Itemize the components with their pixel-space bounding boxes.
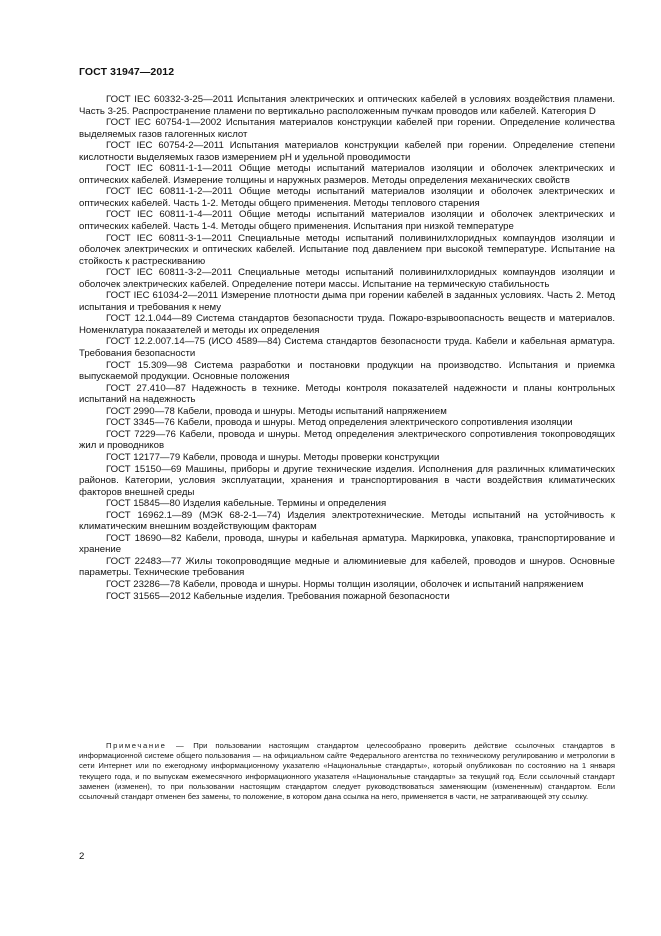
reference-item: ГОСТ 12177—79 Кабели, провода и шнуры. Методы проверки конструкции <box>106 451 440 463</box>
reference-item: ГОСТ 16962.1—89 (МЭК 68-2-1—74) Изделия электротехнические. Методы испытаний на устойчивость к климатическим внешним воздействующим факторам <box>79 509 615 533</box>
page-number: 2 <box>79 851 85 862</box>
reference-item: ГОСТ IEC 60754-1—2002 Испытания материалов конструкции кабелей при горении. Определение количества выделяемых газов галогенных кислот <box>79 117 615 140</box>
reference-item: ГОСТ 15845—80 Изделия кабельные. Термины и определения <box>106 498 387 510</box>
reference-item: ГОСТ IEC 60811-3-2—2011 Специальные методы испытаний поливинилхлоридных компаундов изоляции и оболочек электрических кабелей. Определение потери массы. Испытание на термическую стабильность <box>79 267 615 290</box>
reference-item: ГОСТ IEC 60332-3-25—2011 Испытания электрических и оптических кабелей в условиях воздействия пламени. Часть 3-25. Распространение пламени по вертикально расположенным пучкам проводов или кабелей. Категория D <box>79 94 615 117</box>
reference-item: ГОСТ 15150—69 Машины, приборы и другие технические изделия. Исполнения для различных климатических районов. Категории, условия эксплуатации, хранения и транспортирования в части воздействия климатических факторов внешней среды <box>79 463 615 498</box>
reference-item: ГОСТ 23286—78 Кабели, провода и шнуры. Нормы толщин изоляции, оболочек и испытаний напряжением <box>106 578 584 590</box>
normative-references-list <box>79 94 615 602</box>
reference-item: ГОСТ IEC 61034-2—2011 Измерение плотности дыма при горении кабелей в заданных условиях. Часть 2. Метод испытания и требования к нему <box>79 290 615 313</box>
note-text: При пользовании настоящим стандартом целесообразно проверить действие ссылочных стандартов в информационной системе общего пользования — на официальном сайте Федерального агентства по техническому регулированию и метрологии в сети Интернет или по ежегодному информационному указателю «Национальные стандарты», который опубликован по состоянию на 1 января текущего года, и по выпускам ежемесячного информационного указателя «Национальные стандарты» за текущий год. Если ссылочный стандарт заменен (изменен), то при пользовании настоящим стандартом следует руководствоваться заменяющим (измененным) стандартом. Если ссылочный стандарт отменен без замены, то положение, в котором дана ссылка на него, применяется в части, не затрагивающей эту ссылку. <box>79 741 615 802</box>
reference-item: ГОСТ 18690—82 Кабели, провода, шнуры и кабельная арматура. Маркировка, упаковка, транспортирование и хранение <box>79 532 615 556</box>
reference-item: ГОСТ IEC 60811-1-2—2011 Общие методы испытаний материалов изоляции и оболочек электрических и оптических кабелей. Часть 1-2. Методы общего применения. Методы теплового старения <box>79 186 615 209</box>
reference-item: ГОСТ 15.309—98 Система разработки и постановки продукции на производство. Испытания и приемка выпускаемой продукции. Основные положения <box>79 359 615 383</box>
reference-note <box>79 741 615 802</box>
reference-item: ГОСТ 3345—76 Кабели, провода и шнуры. Метод определения электрического сопротивления изоляции <box>106 417 573 429</box>
reference-item: ГОСТ IEC 60811-3-1—2011 Специальные методы испытаний поливинилхлоридных компаундов изоляции и оболочек электрических и оптических кабелей. Испытание под давлением при высокой температуре. Испытание на стойкость к растрескиванию <box>79 232 615 267</box>
reference-item: ГОСТ 27.410—87 Надежность в технике. Методы контроля показателей надежности и планы контрольных испытаний на надежность <box>79 382 615 406</box>
reference-item: ГОСТ 7229—76 Кабели, провода и шнуры. Метод определения электрического сопротивления токопроводящих жил и проводников <box>79 428 615 452</box>
reference-item: ГОСТ 22483—77 Жилы токопроводящие медные и алюминиевые для кабелей, проводов и шнуров. Основные параметры. Технические требования <box>79 555 615 579</box>
note-label: Примечание — <box>106 741 186 750</box>
reference-item: ГОСТ IEC 60811-1-4—2011 Общие методы испытаний материалов изоляции и оболочек электрических и оптических кабелей. Часть 1-4. Методы общего применения. Испытания при низкой температуре <box>79 209 615 233</box>
reference-item: ГОСТ IEC 60811-1-1—2011 Общие методы испытаний материалов изоляции и оболочек электрических и оптических кабелей. Измерение толщины и наружных размеров. Методы определения механических свойств <box>79 163 615 186</box>
reference-item: ГОСТ IEC 60754-2—2011 Испытания материалов конструкции кабелей при горении. Определение степени кислотности выделяемых газов измерением pH и удельной проводимости <box>79 140 615 163</box>
document-header: ГОСТ 31947—2012 <box>79 66 175 78</box>
reference-item: ГОСТ 12.1.044—89 Система стандартов безопасности труда. Пожаро-взрывоопасность веществ и материалов. Номенклатура показателей и методы их определения <box>79 313 615 336</box>
reference-item: ГОСТ 12.2.007.14—75 (ИСО 4589—84) Система стандартов безопасности труда. Кабели и кабельная арматура. Требования безопасности <box>79 336 615 360</box>
reference-item: ГОСТ 31565—2012 Кабельные изделия. Требования пожарной безопасности <box>106 590 450 602</box>
reference-item: ГОСТ 2990—78 Кабели, провода и шнуры. Методы испытаний напряжением <box>106 405 447 417</box>
